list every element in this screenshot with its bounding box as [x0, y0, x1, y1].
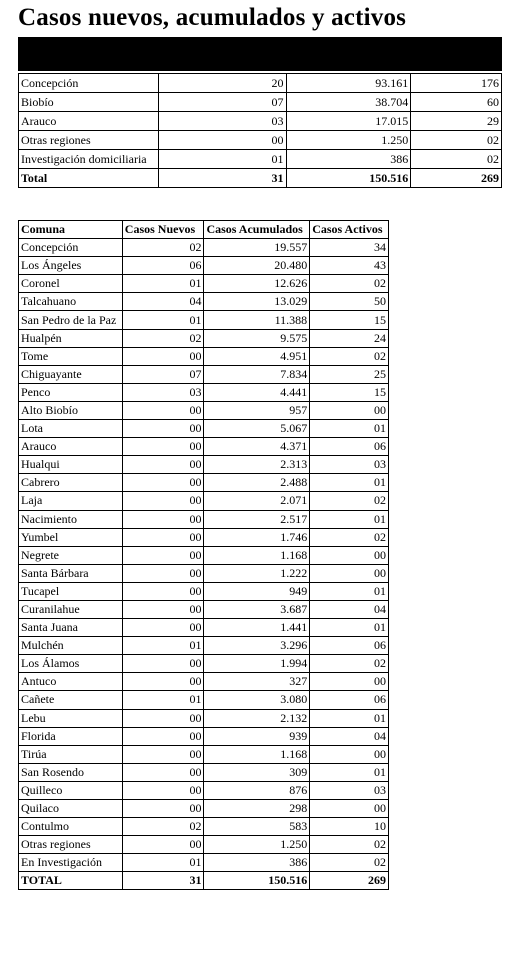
commune-row	[19, 311, 389, 329]
commune-cumulative-cases-cell: 1.222	[204, 564, 310, 582]
commune-row	[19, 691, 389, 709]
commune-name-cell: Talcahuano	[19, 293, 123, 311]
summary-row	[19, 169, 502, 188]
summary-row	[19, 93, 502, 112]
summary-new-cases-cell: 00	[158, 131, 286, 150]
summary-name-cell: Concepción	[19, 74, 159, 93]
commune-cumulative-cases-cell: 4.371	[204, 438, 310, 456]
commune-name-cell: San Rosendo	[19, 763, 123, 781]
commune-new-cases-cell: 00	[122, 781, 204, 799]
commune-new-cases-cell: 00	[122, 600, 204, 618]
commune-name-cell: Los Álamos	[19, 655, 123, 673]
commune-cumulative-cases-cell: 309	[204, 763, 310, 781]
commune-active-cases-cell: 00	[310, 745, 389, 763]
commune-active-cases-cell: 01	[310, 420, 389, 438]
commune-row	[19, 872, 389, 890]
commune-new-cases-cell: 00	[122, 401, 204, 419]
commune-row	[19, 365, 389, 383]
summary-name-cell: Otras regiones	[19, 131, 159, 150]
commune-row	[19, 239, 389, 257]
commune-name-cell: Hualpén	[19, 329, 123, 347]
commune-active-cases-cell: 01	[310, 474, 389, 492]
commune-new-cases-cell: 01	[122, 854, 204, 872]
commune-new-cases-cell: 00	[122, 582, 204, 600]
commune-new-cases-cell: 00	[122, 438, 204, 456]
commune-new-cases-cell: 00	[122, 800, 204, 818]
commune-cumulative-cases-cell: 386	[204, 854, 310, 872]
commune-new-cases-cell: 31	[122, 872, 204, 890]
summary-cumulative-cases-cell: 38.704	[286, 93, 411, 112]
commune-name-cell: Cañete	[19, 691, 123, 709]
commune-cumulative-cases-cell: 5.067	[204, 420, 310, 438]
header-casos-nuevos: Casos Nuevos	[122, 221, 204, 239]
commune-row	[19, 438, 389, 456]
commune-active-cases-cell: 01	[310, 582, 389, 600]
commune-row	[19, 329, 389, 347]
commune-name-cell: En Investigación	[19, 854, 123, 872]
commune-active-cases-cell: 01	[310, 619, 389, 637]
commune-row	[19, 420, 389, 438]
summary-row	[19, 131, 502, 150]
commune-name-cell: Los Ángeles	[19, 257, 123, 275]
commune-row	[19, 727, 389, 745]
commune-name-cell: Cabrero	[19, 474, 123, 492]
commune-new-cases-cell: 00	[122, 528, 204, 546]
commune-cumulative-cases-cell: 1.168	[204, 745, 310, 763]
commune-new-cases-cell: 00	[122, 709, 204, 727]
commune-name-cell: TOTAL	[19, 872, 123, 890]
summary-name-cell: Investigación domiciliaria	[19, 150, 159, 169]
commune-active-cases-cell: 50	[310, 293, 389, 311]
commune-new-cases-cell: 00	[122, 510, 204, 528]
commune-row	[19, 257, 389, 275]
commune-cumulative-cases-cell: 1.168	[204, 546, 310, 564]
commune-name-cell: Yumbel	[19, 528, 123, 546]
commune-cumulative-cases-cell: 327	[204, 673, 310, 691]
commune-active-cases-cell: 01	[310, 510, 389, 528]
commune-new-cases-cell: 03	[122, 383, 204, 401]
commune-cumulative-cases-cell: 1.250	[204, 836, 310, 854]
commune-active-cases-cell: 01	[310, 709, 389, 727]
commune-row	[19, 383, 389, 401]
summary-name-cell: Total	[19, 169, 159, 188]
commune-name-cell: Santa Juana	[19, 619, 123, 637]
commune-active-cases-cell: 02	[310, 655, 389, 673]
commune-cumulative-cases-cell: 2.071	[204, 492, 310, 510]
commune-row	[19, 637, 389, 655]
commune-name-cell: Tirúa	[19, 745, 123, 763]
commune-cumulative-cases-cell: 150.516	[204, 872, 310, 890]
commune-active-cases-cell: 01	[310, 763, 389, 781]
summary-new-cases-cell: 03	[158, 112, 286, 131]
summary-cumulative-cases-cell: 17.015	[286, 112, 411, 131]
commune-active-cases-cell: 00	[310, 564, 389, 582]
commune-active-cases-cell: 24	[310, 329, 389, 347]
commune-row	[19, 781, 389, 799]
commune-table-header	[19, 221, 389, 239]
commune-name-cell: Lota	[19, 420, 123, 438]
commune-cumulative-cases-cell: 11.388	[204, 311, 310, 329]
commune-cumulative-cases-cell: 20.480	[204, 257, 310, 275]
commune-row	[19, 818, 389, 836]
commune-new-cases-cell: 00	[122, 456, 204, 474]
commune-name-cell: Antuco	[19, 673, 123, 691]
commune-new-cases-cell: 07	[122, 365, 204, 383]
header-comuna: Comuna	[19, 221, 123, 239]
commune-name-cell: Mulchén	[19, 637, 123, 655]
commune-new-cases-cell: 00	[122, 619, 204, 637]
commune-row	[19, 510, 389, 528]
commune-new-cases-cell: 00	[122, 474, 204, 492]
commune-cumulative-cases-cell: 13.029	[204, 293, 310, 311]
commune-name-cell: Contulmo	[19, 818, 123, 836]
summary-name-cell: Arauco	[19, 112, 159, 131]
commune-name-cell: Quilaco	[19, 800, 123, 818]
commune-cumulative-cases-cell: 1.994	[204, 655, 310, 673]
commune-name-cell: Florida	[19, 727, 123, 745]
commune-new-cases-cell: 01	[122, 311, 204, 329]
summary-table	[18, 73, 502, 188]
commune-new-cases-cell: 02	[122, 239, 204, 257]
commune-row	[19, 293, 389, 311]
page-title: Casos nuevos, acumulados y activos	[18, 4, 407, 31]
commune-cumulative-cases-cell: 3.687	[204, 600, 310, 618]
commune-active-cases-cell: 34	[310, 239, 389, 257]
commune-row	[19, 655, 389, 673]
commune-active-cases-cell: 02	[310, 854, 389, 872]
commune-active-cases-cell: 02	[310, 347, 389, 365]
commune-name-cell: Tucapel	[19, 582, 123, 600]
commune-new-cases-cell: 00	[122, 546, 204, 564]
commune-new-cases-cell: 01	[122, 637, 204, 655]
commune-new-cases-cell: 06	[122, 257, 204, 275]
commune-row	[19, 619, 389, 637]
commune-active-cases-cell: 03	[310, 781, 389, 799]
commune-row	[19, 600, 389, 618]
commune-name-cell: San Pedro de la Paz	[19, 311, 123, 329]
summary-row	[19, 150, 502, 169]
commune-cumulative-cases-cell: 957	[204, 401, 310, 419]
commune-row	[19, 456, 389, 474]
commune-cumulative-cases-cell: 2.517	[204, 510, 310, 528]
commune-row	[19, 800, 389, 818]
commune-row	[19, 763, 389, 781]
commune-active-cases-cell: 15	[310, 311, 389, 329]
commune-cumulative-cases-cell: 949	[204, 582, 310, 600]
commune-active-cases-cell: 03	[310, 456, 389, 474]
redacted-header-bar	[18, 37, 502, 71]
commune-row	[19, 347, 389, 365]
commune-row	[19, 745, 389, 763]
commune-cumulative-cases-cell: 3.296	[204, 637, 310, 655]
summary-active-cases-cell: 02	[411, 131, 502, 150]
commune-name-cell: Tome	[19, 347, 123, 365]
commune-active-cases-cell: 15	[310, 383, 389, 401]
commune-row	[19, 492, 389, 510]
commune-table	[18, 220, 389, 890]
commune-row	[19, 564, 389, 582]
commune-active-cases-cell: 02	[310, 275, 389, 293]
commune-cumulative-cases-cell: 4.441	[204, 383, 310, 401]
commune-cumulative-cases-cell: 876	[204, 781, 310, 799]
commune-row	[19, 275, 389, 293]
commune-active-cases-cell: 00	[310, 673, 389, 691]
commune-active-cases-cell: 25	[310, 365, 389, 383]
summary-row	[19, 74, 502, 93]
commune-new-cases-cell: 00	[122, 673, 204, 691]
commune-active-cases-cell: 10	[310, 818, 389, 836]
commune-new-cases-cell: 00	[122, 655, 204, 673]
commune-new-cases-cell: 00	[122, 347, 204, 365]
commune-cumulative-cases-cell: 7.834	[204, 365, 310, 383]
commune-name-cell: Arauco	[19, 438, 123, 456]
summary-new-cases-cell: 20	[158, 74, 286, 93]
commune-name-cell: Curanilahue	[19, 600, 123, 618]
commune-name-cell: Nacimiento	[19, 510, 123, 528]
summary-new-cases-cell: 07	[158, 93, 286, 112]
commune-new-cases-cell: 00	[122, 763, 204, 781]
commune-row	[19, 528, 389, 546]
commune-name-cell: Alto Biobío	[19, 401, 123, 419]
commune-cumulative-cases-cell: 19.557	[204, 239, 310, 257]
commune-new-cases-cell: 00	[122, 836, 204, 854]
summary-active-cases-cell: 269	[411, 169, 502, 188]
commune-active-cases-cell: 02	[310, 836, 389, 854]
commune-active-cases-cell: 00	[310, 401, 389, 419]
commune-row	[19, 582, 389, 600]
commune-active-cases-cell: 43	[310, 257, 389, 275]
commune-active-cases-cell: 269	[310, 872, 389, 890]
commune-row	[19, 401, 389, 419]
commune-cumulative-cases-cell: 583	[204, 818, 310, 836]
commune-new-cases-cell: 02	[122, 329, 204, 347]
commune-new-cases-cell: 00	[122, 420, 204, 438]
summary-active-cases-cell: 02	[411, 150, 502, 169]
commune-active-cases-cell: 02	[310, 528, 389, 546]
summary-row	[19, 112, 502, 131]
commune-new-cases-cell: 00	[122, 745, 204, 763]
summary-active-cases-cell: 60	[411, 93, 502, 112]
commune-cumulative-cases-cell: 2.132	[204, 709, 310, 727]
commune-active-cases-cell: 04	[310, 600, 389, 618]
commune-active-cases-cell: 00	[310, 546, 389, 564]
commune-cumulative-cases-cell: 2.313	[204, 456, 310, 474]
commune-cumulative-cases-cell: 2.488	[204, 474, 310, 492]
summary-cumulative-cases-cell: 150.516	[286, 169, 411, 188]
summary-cumulative-cases-cell: 1.250	[286, 131, 411, 150]
commune-new-cases-cell: 01	[122, 275, 204, 293]
commune-active-cases-cell: 02	[310, 492, 389, 510]
summary-new-cases-cell: 01	[158, 150, 286, 169]
summary-active-cases-cell: 29	[411, 112, 502, 131]
summary-new-cases-cell: 31	[158, 169, 286, 188]
commune-cumulative-cases-cell: 1.441	[204, 619, 310, 637]
commune-active-cases-cell: 06	[310, 691, 389, 709]
commune-cumulative-cases-cell: 12.626	[204, 275, 310, 293]
commune-active-cases-cell: 06	[310, 637, 389, 655]
commune-name-cell: Chiguayante	[19, 365, 123, 383]
commune-new-cases-cell: 00	[122, 564, 204, 582]
summary-cumulative-cases-cell: 386	[286, 150, 411, 169]
commune-name-cell: Laja	[19, 492, 123, 510]
commune-name-cell: Santa Bárbara	[19, 564, 123, 582]
commune-new-cases-cell: 02	[122, 818, 204, 836]
commune-new-cases-cell: 00	[122, 492, 204, 510]
commune-row	[19, 474, 389, 492]
commune-new-cases-cell: 00	[122, 727, 204, 745]
commune-active-cases-cell: 00	[310, 800, 389, 818]
commune-cumulative-cases-cell: 298	[204, 800, 310, 818]
commune-active-cases-cell: 06	[310, 438, 389, 456]
commune-row	[19, 709, 389, 727]
commune-name-cell: Quilleco	[19, 781, 123, 799]
commune-cumulative-cases-cell: 1.746	[204, 528, 310, 546]
header-casos-acumulados: Casos Acumulados	[204, 221, 310, 239]
summary-cumulative-cases-cell: 93.161	[286, 74, 411, 93]
commune-name-cell: Otras regiones	[19, 836, 123, 854]
commune-row	[19, 673, 389, 691]
commune-active-cases-cell: 04	[310, 727, 389, 745]
commune-name-cell: Concepción	[19, 239, 123, 257]
commune-name-cell: Penco	[19, 383, 123, 401]
commune-name-cell: Hualqui	[19, 456, 123, 474]
commune-row	[19, 546, 389, 564]
commune-name-cell: Negrete	[19, 546, 123, 564]
commune-name-cell: Lebu	[19, 709, 123, 727]
summary-name-cell: Biobío	[19, 93, 159, 112]
commune-name-cell: Coronel	[19, 275, 123, 293]
commune-cumulative-cases-cell: 9.575	[204, 329, 310, 347]
commune-row	[19, 854, 389, 872]
commune-new-cases-cell: 01	[122, 691, 204, 709]
header-casos-activos: Casos Activos	[310, 221, 389, 239]
commune-cumulative-cases-cell: 939	[204, 727, 310, 745]
commune-new-cases-cell: 04	[122, 293, 204, 311]
summary-active-cases-cell: 176	[411, 74, 502, 93]
commune-cumulative-cases-cell: 4.951	[204, 347, 310, 365]
commune-cumulative-cases-cell: 3.080	[204, 691, 310, 709]
commune-row	[19, 836, 389, 854]
